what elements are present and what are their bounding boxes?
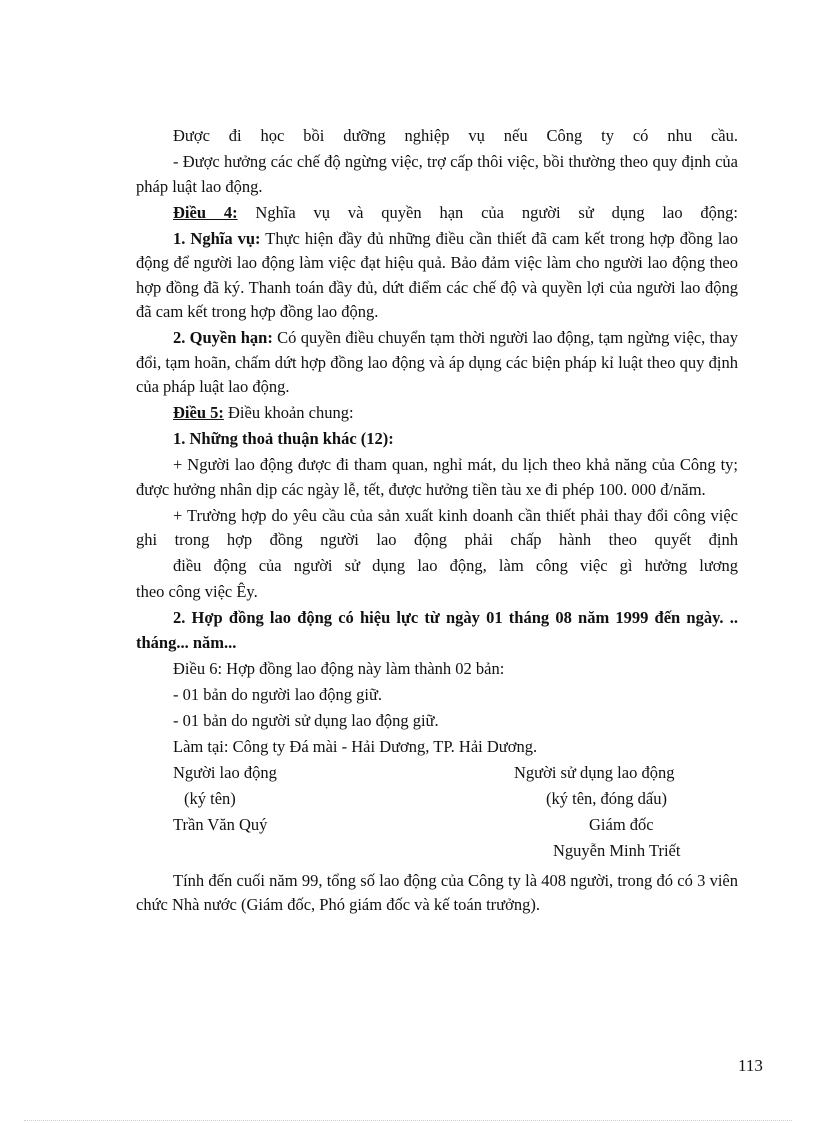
rights-text: Có quyền điều chuyển tạm thời người lao động, tạm ngừng việc, thay đổi, tạm hoãn, chấm dứt hợp đồng lao động và áp dụng các biện pháp kỉ luật theo quy định của pháp luật lao động. (136, 328, 738, 396)
made-at: Làm tại: Công ty Đá mài - Hải Dương, TP. Hải Dương. (173, 736, 538, 756)
obligations-text: Thực hiện đầy đủ những điều cần thiết đã cam kết trong hợp đồng lao động để người lao động làm việc đạt hiệu quả. Bảo đảm việc làm cho người lao động theo hợp đồng đã ký. Thanh toán đầy đủ, dứt điểm các chế độ và quyền lợi của người lao động đã cam kết trong hợp đồng lao động. (136, 228, 738, 321)
paragraph-obligations (136, 227, 738, 325)
paragraph-staff-count: Tính đến cuối năm 99, tổng số lao động của Công ty là 408 người, trong đó có 3 viên chức Nhà nước (Giám đốc, Phó giám đốc và kế toán trưởng). (136, 870, 738, 914)
document-body (136, 124, 738, 919)
employer-sign-note: (ký tên, đóng dấu) (546, 788, 667, 808)
article-5-heading (136, 401, 738, 426)
signature-row-notes (136, 787, 738, 813)
article-6: Điều 6: Hợp đồng lao động này làm thành 02 bản: (173, 658, 505, 678)
contract-validity: 2. Hợp đồng lao động có hiệu lực từ ngày 01 tháng 08 năm 1999 đến ngày. .. tháng... năm... (136, 608, 738, 652)
employee-sign-note: (ký tên) (184, 788, 236, 808)
paragraph-travel: + Người lao động được đi tham quan, nghỉ mát, du lịch theo khả năng của Công ty; được hưởng nhân dịp các ngày lễ, tết, được hưởng tiền tàu xe đi phép 100. 000 đ/năm. (136, 455, 738, 499)
other-agreements-heading: 1. Những thoả thuận khác (12): (173, 429, 394, 448)
paragraph-reassignment-end: theo công việc Êy. (136, 582, 258, 601)
signature-row-titles (136, 761, 738, 787)
employer-position: Giám đốc (589, 814, 654, 834)
article-4-heading (136, 201, 738, 226)
signature-row-names (136, 813, 738, 839)
paragraph-training: Được đi học bồi dưỡng nghiệp vụ nếu Công ty có nhu cầu. (173, 126, 738, 145)
signature-row-director (136, 839, 738, 865)
paragraph-benefits: - Được hưởng các chế độ ngừng việc, trợ cấp thôi việc, bồi thường theo quy định của pháp luật lao động. (136, 152, 738, 196)
paragraph-reassignment: + Trường hợp do yêu cầu của sản xuất kinh doanh cần thiết phải thay đổi công việc ghi trong hợp đồng người lao động phải chấp hành theo quyết định (136, 505, 738, 549)
rights-label: 2. Quyền hạn: (173, 328, 273, 347)
obligations-label: 1. Nghĩa vụ: (173, 228, 261, 248)
employee-name: Trần Văn Quý (173, 814, 268, 834)
employee-title: Người lao động (173, 762, 277, 782)
article-5-label: Điều 5: (173, 403, 224, 422)
page-number: 113 (738, 1056, 763, 1075)
employer-title: Người sử dụng lao động (514, 762, 675, 782)
paragraph-rights (136, 326, 738, 400)
article-5-title: Điều khoản chung: (223, 403, 354, 422)
page-divider (24, 1120, 792, 1121)
copy-employee: - 01 bản do người lao động giữ. (173, 684, 383, 704)
article-4-title: Nghĩa vụ và quyền hạn của người sử dụng lao động: (237, 202, 738, 222)
employer-name: Nguyễn Minh Triết (553, 840, 681, 860)
copy-employer: - 01 bản do người sử dụng lao động giữ. (173, 710, 439, 730)
paragraph-reassignment-cont: điều động của người sử dụng lao động, làm công việc gì hưởng lương (173, 556, 738, 575)
article-4-label: Điều 4: (173, 202, 238, 222)
